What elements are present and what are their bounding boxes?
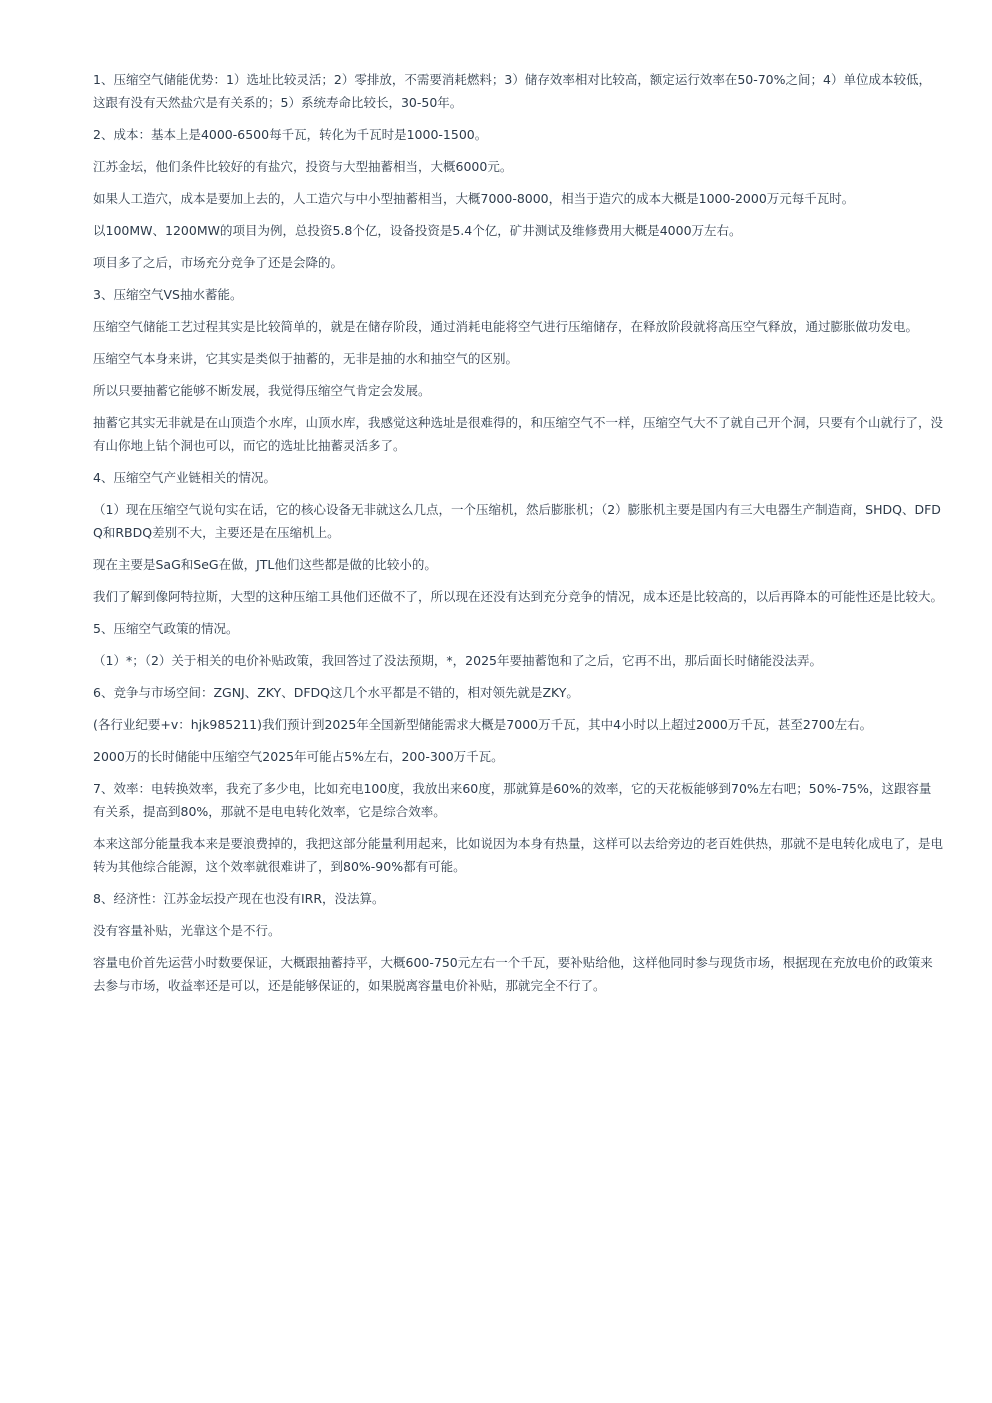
paragraph-17: （1）*；（2）关于相关的电价补贴政策，我回答过了没法预期，*，2025年要抽蓄饱和了之后，它再不出，那后面长时储能没法弄。 bbox=[93, 653, 822, 668]
paragraph-6: 项目多了之后，市场充分竞争了还是会降的。 bbox=[93, 255, 344, 270]
paragraph-14: 现在主要是SaG和SeG在做，JTL他们这些都是做的比较小的。 bbox=[93, 557, 437, 572]
paragraph-20: 2000万的长时储能中压缩空气2025年可能占5%左右，200-300万千瓦。 bbox=[93, 749, 504, 764]
paragraph-16: 5、压缩空气政策的情况。 bbox=[93, 621, 239, 636]
paragraph-21: 7、效率：电转换效率，我充了多少电，比如充电100度，我放出来60度，那就算是60%的效率，它的天花板能够到70%左右吧；50%-75%，这跟容量有关系，提高到80%，那就不是电电转化效率，它是综合效率。 bbox=[93, 781, 932, 819]
document-body bbox=[93, 68, 943, 1006]
paragraph-4: 如果人工造穴，成本是要加上去的，人工造穴与中小型抽蓄相当，大概7000-8000，相当于造穴的成本大概是1000-2000万元每千瓦时。 bbox=[93, 191, 855, 206]
paragraph-1: 1、压缩空气储能优势：1）选址比较灵活；2）零排放，不需要消耗燃料；3）储存效率相对比较高，额定运行效率在50-70%之间；4）单位成本较低，这跟有没有天然盐穴是有关系的；5）系统寿命比较长，30-50年。 bbox=[93, 72, 931, 110]
paragraph-18: 6、竞争与市场空间：ZGNJ、ZKY、DFDQ这几个水平都是不错的，相对领先就是ZKY。 bbox=[93, 685, 579, 700]
paragraph-12: 4、压缩空气产业链相关的情况。 bbox=[93, 470, 276, 485]
paragraph-9: 压缩空气本身来讲，它其实是类似于抽蓄的，无非是抽的水和抽空气的区别。 bbox=[93, 351, 519, 366]
paragraph-7: 3、压缩空气VS抽水蓄能。 bbox=[93, 287, 243, 302]
paragraph-8: 压缩空气储能工艺过程其实是比较简单的，就是在储存阶段，通过消耗电能将空气进行压缩储存，在释放阶段就将高压空气释放，通过膨胀做功发电。 bbox=[93, 319, 919, 334]
paragraph-15: 我们了解到像阿特拉斯，大型的这种压缩工具他们还做不了，所以现在还没有达到充分竞争的情况，成本还是比较高的，以后再降本的可能性还是比较大。 bbox=[93, 589, 944, 604]
paragraph-25: 容量电价首先运营小时数要保证，大概跟抽蓄持平，大概600-750元左右一个千瓦，要补贴给他，这样他同时参与现货市场，根据现在充放电价的政策来去参与市场，收益率还是可以，还是能够保证的，如果脱离容量电价补贴，那就完全不行了。 bbox=[93, 955, 933, 993]
paragraph-13: （1）现在压缩空气说句实在话，它的核心设备无非就这么几点，一个压缩机，然后膨胀机；（2）膨胀机主要是国内有三大电器生产制造商，SHDQ、DFDQ和RBDQ差别不大，主要还是在压缩机上。 bbox=[93, 502, 941, 540]
paragraph-2: 2、成本：基本上是4000-6500每千瓦，转化为千瓦时是1000-1500。 bbox=[93, 127, 488, 142]
paragraph-11: 抽蓄它其实无非就是在山顶造个水库，山顶水库，我感觉这种选址是很难得的，和压缩空气不一样，压缩空气大不了就自己开个洞，只要有个山就行了，没有山你地上钻个洞也可以，而它的选址比抽蓄灵活多了。 bbox=[93, 415, 944, 453]
paragraph-24: 没有容量补贴，光靠这个是不行。 bbox=[93, 923, 281, 938]
paragraph-3: 江苏金坛，他们条件比较好的有盐穴，投资与大型抽蓄相当，大概6000元。 bbox=[93, 159, 513, 174]
paragraph-23: 8、经济性：江苏金坛投产现在也没有IRR，没法算。 bbox=[93, 891, 385, 906]
paragraph-10: 所以只要抽蓄它能够不断发展，我觉得压缩空气肯定会发展。 bbox=[93, 383, 431, 398]
paragraph-19: (各行业纪要+v：hjk985211)我们预计到2025年全国新型储能需求大概是7000万千瓦，其中4小时以上超过2000万千瓦，甚至2700左右。 bbox=[93, 717, 873, 732]
paragraph-22: 本来这部分能量我本来是要浪费掉的，我把这部分能量利用起来，比如说因为本身有热量，这样可以去给旁边的老百姓供热，那就不是电转化成电了，是电转为其他综合能源，这个效率就很难讲了，到80%-90%都有可能。 bbox=[93, 836, 944, 874]
paragraph-5: 以100MW、1200MW的项目为例，总投资5.8个亿，设备投资是5.4个亿，矿井测试及维修费用大概是4000万左右。 bbox=[93, 223, 742, 238]
